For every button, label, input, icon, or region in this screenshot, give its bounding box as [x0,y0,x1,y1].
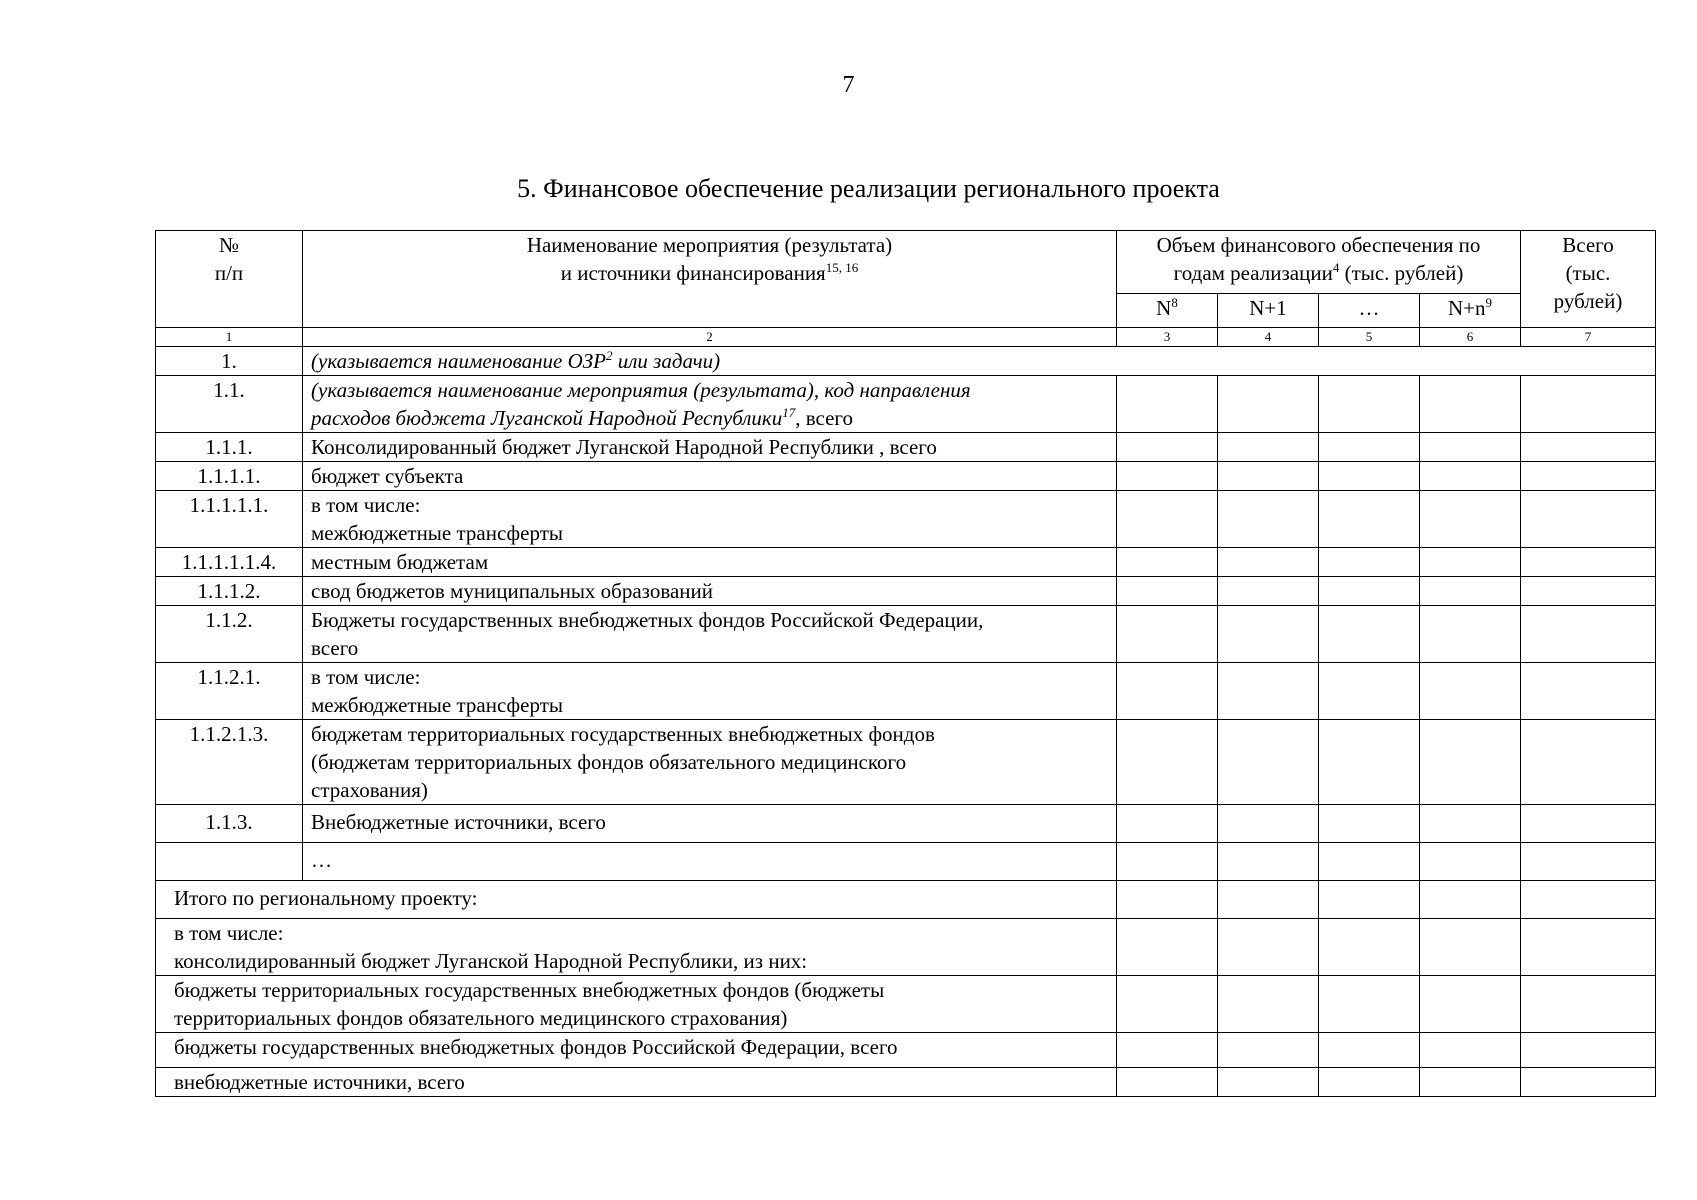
value-cell [1521,843,1656,881]
value-cell [1319,1068,1420,1097]
value-cell [1319,881,1420,919]
table-row [156,663,1656,720]
value-cell [1521,919,1656,976]
value-cell [1420,663,1521,720]
table-row [156,376,1656,433]
row-number: 1.1.2. [156,606,303,663]
value-cell [1420,1033,1521,1068]
value-cell [1319,663,1420,720]
value-cell [1218,720,1319,805]
value-cell [1521,491,1656,548]
row-number: 1. [156,347,303,376]
row-text: (указывается наименование ОЗР$^2$ или задачи) [303,347,1656,376]
value-cell [1319,720,1420,805]
value-cell [1117,577,1218,606]
value-cell [1218,606,1319,663]
value-cell [1420,919,1521,976]
value-cell [1117,491,1218,548]
summary-row [156,976,1656,1033]
row-text: бюджет субъекта [303,462,1117,491]
header-total: Всего (тыс. рублей) [1521,231,1656,328]
column-number: 7 [1521,328,1656,347]
value-cell [1218,491,1319,548]
value-cell [1319,976,1420,1033]
value-cell [1117,376,1218,433]
value-cell [1218,881,1319,919]
value-cell [1521,720,1656,805]
value-cell [1319,606,1420,663]
row-text: … [303,843,1117,881]
value-cell [1117,1068,1218,1097]
value-cell [1420,881,1521,919]
value-cell [1319,805,1420,843]
table-row [156,491,1656,548]
value-cell [1420,462,1521,491]
summary-row [156,881,1656,919]
header-year-nn: $N+n^9$ [1420,294,1521,328]
row-text: местным бюджетам [303,548,1117,577]
value-cell [1420,976,1521,1033]
table-row [156,720,1656,805]
value-cell [1319,919,1420,976]
table-row [156,577,1656,606]
column-number: 5 [1319,328,1420,347]
summary-text: в том числе: консолидированный бюджет Луганской Народной Республики, из них: [156,919,1117,976]
row-number [156,843,303,881]
value-cell [1521,1033,1656,1068]
row-number: 1.1.1. [156,433,303,462]
value-cell [1218,548,1319,577]
value-cell [1218,1033,1319,1068]
value-cell [1420,433,1521,462]
value-cell [1420,376,1521,433]
row-number: 1.1.1.1.1.4. [156,548,303,577]
value-cell [1521,976,1656,1033]
value-cell [1218,376,1319,433]
summary-row [156,1033,1656,1068]
value-cell [1521,606,1656,663]
value-cell [1420,606,1521,663]
value-cell [1117,881,1218,919]
value-cell [1117,462,1218,491]
column-number: 4 [1218,328,1319,347]
value-cell [1420,577,1521,606]
header-row [156,231,1656,294]
row-text: (указывается наименование мероприятия (результата), код направления расходов бюджета Луганской Народной Республики$^{17}$, всего [303,376,1117,433]
value-cell [1319,433,1420,462]
value-cell [1218,1068,1319,1097]
column-number: 2 [303,328,1117,347]
value-cell [1117,976,1218,1033]
row-number: 1.1.1.1. [156,462,303,491]
summary-text: Итого по региональному проекту: [156,881,1117,919]
table-row [156,347,1656,376]
row-text: в том числе: межбюджетные трансферты [303,491,1117,548]
value-cell [1218,919,1319,976]
value-cell [1117,805,1218,843]
value-cell [1218,663,1319,720]
table-row [156,548,1656,577]
row-text: свод бюджетов муниципальных образований [303,577,1117,606]
column-numbers-row [156,328,1656,347]
summary-row [156,1068,1656,1097]
value-cell [1117,843,1218,881]
value-cell [1117,548,1218,577]
value-cell [1521,462,1656,491]
value-cell [1521,433,1656,462]
page-number: 7 [842,72,855,98]
row-number: 1.1. [156,376,303,433]
value-cell [1521,376,1656,433]
value-cell [1319,376,1420,433]
row-text: бюджетам территориальных государственных внебюджетных фондов (бюджетам территориальных фондов обязательного медицинского страхования) [303,720,1117,805]
value-cell [1420,843,1521,881]
value-cell [1521,805,1656,843]
value-cell [1420,805,1521,843]
column-number: 3 [1117,328,1218,347]
header-year-ellipsis: … [1319,294,1420,328]
row-text: Внебюджетные источники, всего [303,805,1117,843]
value-cell [1521,881,1656,919]
value-cell [1218,976,1319,1033]
summary-text: внебюджетные источники, всего [156,1068,1117,1097]
table-row [156,843,1656,881]
header-name: Наименование мероприятия (результата) и источники финансирования$^{15, 16}$ [303,231,1117,328]
header-year-n: $N^8$ [1117,294,1218,328]
summary-row [156,919,1656,976]
table-row [156,433,1656,462]
value-cell [1117,1033,1218,1068]
summary-text: бюджеты государственных внебюджетных фондов Российской Федерации, всего [156,1033,1117,1068]
value-cell [1521,577,1656,606]
row-number: 1.1.2.1. [156,663,303,720]
value-cell [1319,1033,1420,1068]
table-row [156,462,1656,491]
row-number: 1.1.1.1.1. [156,491,303,548]
value-cell [1319,462,1420,491]
value-cell [1319,491,1420,548]
value-cell [1420,1068,1521,1097]
row-number: 1.1.1.2. [156,577,303,606]
row-text: Бюджеты государственных внебюджетных фондов Российской Федерации, всего [303,606,1117,663]
value-cell [1218,462,1319,491]
table-row [156,805,1656,843]
summary-text: бюджеты территориальных государственных внебюджетных фондов (бюджеты территориальных фондов обязательного медицинского страхования) [156,976,1117,1033]
column-number: 1 [156,328,303,347]
value-cell [1521,548,1656,577]
row-number: 1.1.3. [156,805,303,843]
header-volume: Объем финансового обеспечения по годам реализации$^4$ (тыс. рублей) [1117,231,1521,294]
value-cell [1218,577,1319,606]
header-year-n1: N+1 [1218,294,1319,328]
header-number: № п/п [156,231,303,328]
value-cell [1117,919,1218,976]
value-cell [1117,663,1218,720]
value-cell [1218,843,1319,881]
value-cell [1117,606,1218,663]
value-cell [1521,1068,1656,1097]
value-cell [1521,663,1656,720]
value-cell [1117,720,1218,805]
row-text: в том числе: межбюджетные трансферты [303,663,1117,720]
value-cell [1218,433,1319,462]
value-cell [1319,843,1420,881]
value-cell [1319,548,1420,577]
value-cell [1420,491,1521,548]
value-cell [1117,433,1218,462]
value-cell [1420,548,1521,577]
financing-table [155,230,1656,1097]
value-cell [1319,577,1420,606]
row-number: 1.1.2.1.3. [156,720,303,805]
row-text: Консолидированный бюджет Луганской Народной Республики , всего [303,433,1117,462]
value-cell [1218,805,1319,843]
table-row [156,606,1656,663]
section-title: 5. Финансовое обеспечение реализации регионального проекта [517,174,1220,203]
column-number: 6 [1420,328,1521,347]
value-cell [1420,720,1521,805]
